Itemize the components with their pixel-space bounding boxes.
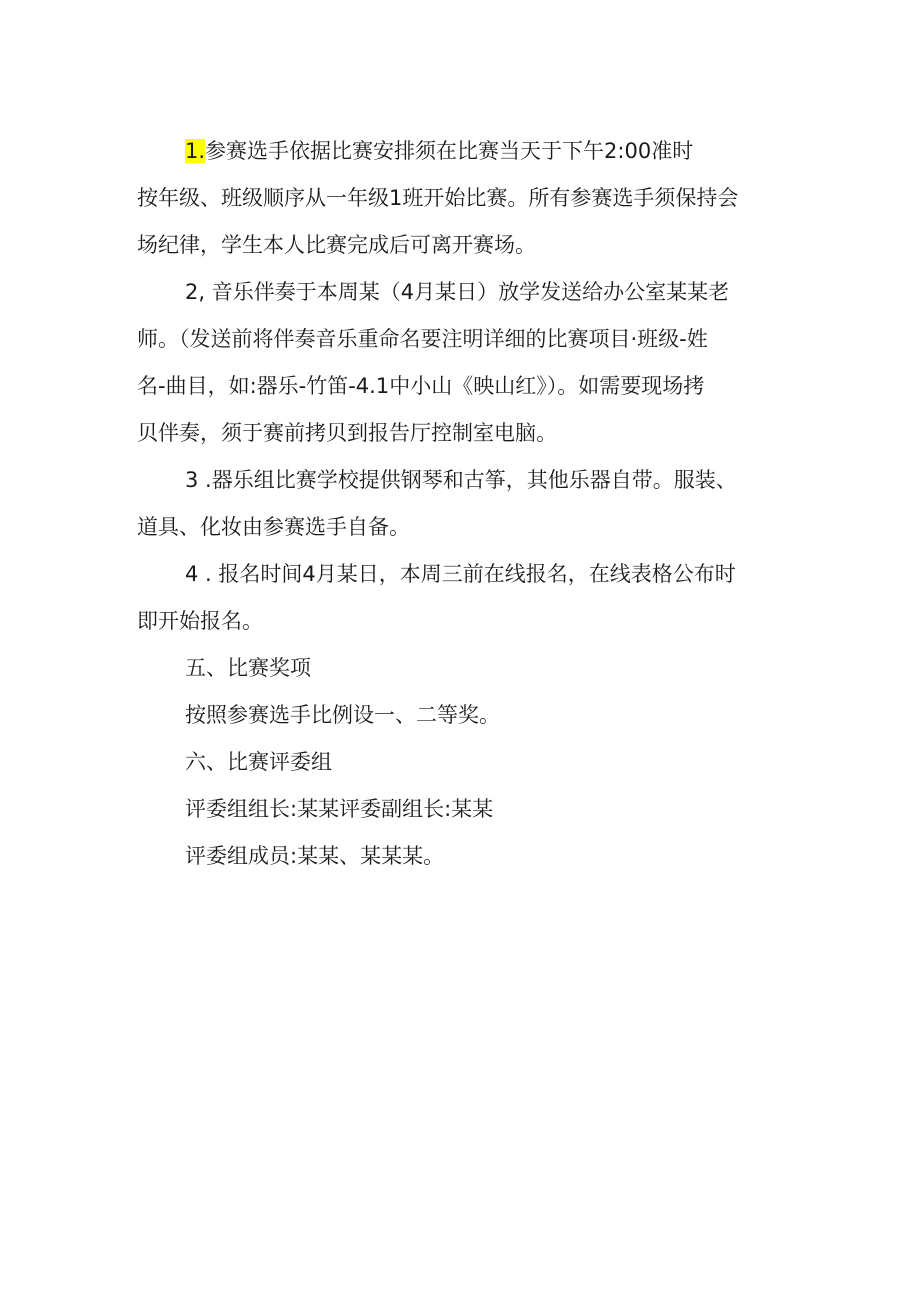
rule-item-4 (137, 551, 792, 645)
rule-item-2-line-4: 贝伴奏，须于赛前拷贝到报告厅控制室电脑。 (137, 421, 557, 445)
rule-item-1-line-2: 按年级、班级顺序从一年级1班开始比赛。所有参赛选手须保持会 (137, 186, 739, 210)
rule-item-1 (137, 128, 792, 269)
rule-item-4-line-1: 4 . 报名时间4月某日，本周三前在线报名，在线表格公布时 (185, 562, 736, 586)
section-5-heading: 五、比赛奖项 (185, 656, 311, 680)
rule-item-1-line-3: 场纪律，学生本人比赛完成后可离开赛场。 (137, 233, 536, 257)
rule-item-2-line-2: 师。（发送前将伴奏音乐重命名要注明详细的比赛项目·班级-姓 (137, 327, 708, 351)
rule-item-2-line-1: 2, 音乐伴奏于本周某（4月某日）放学发送给办公室某某老 (185, 280, 730, 304)
section-5-text: 按照参赛选手比例设一、二等奖。 (185, 703, 500, 727)
rule-item-2-line-3: 名-曲目，如:器乐-竹笛-4.1中小山《映山红》）。如需要现场拷 (137, 374, 705, 398)
judges-members: 评委组成员:某某、某某某。 (185, 844, 445, 868)
rule-item-3-line-1: 3 .器乐组比赛学校提供钢琴和古筝，其他乐器自带。服装、 (185, 468, 737, 492)
document-body (137, 128, 792, 880)
rule-item-1-line-1: 1.参赛选手依据比赛安排须在比赛当天于下午2:00准时 (185, 139, 694, 163)
rule-item-4-line-2: 即开始报名。 (137, 609, 263, 633)
rule-item-3-line-2: 道具、化妆由参赛选手自备。 (137, 515, 410, 539)
judges-leaders: 评委组组长:某某评委副组长:某某 (185, 797, 494, 821)
highlighted-item-number: 1. (185, 139, 206, 163)
rule-item-3 (137, 457, 792, 551)
section-6-heading: 六、比赛评委组 (185, 750, 332, 774)
rule-item-2 (137, 269, 792, 457)
